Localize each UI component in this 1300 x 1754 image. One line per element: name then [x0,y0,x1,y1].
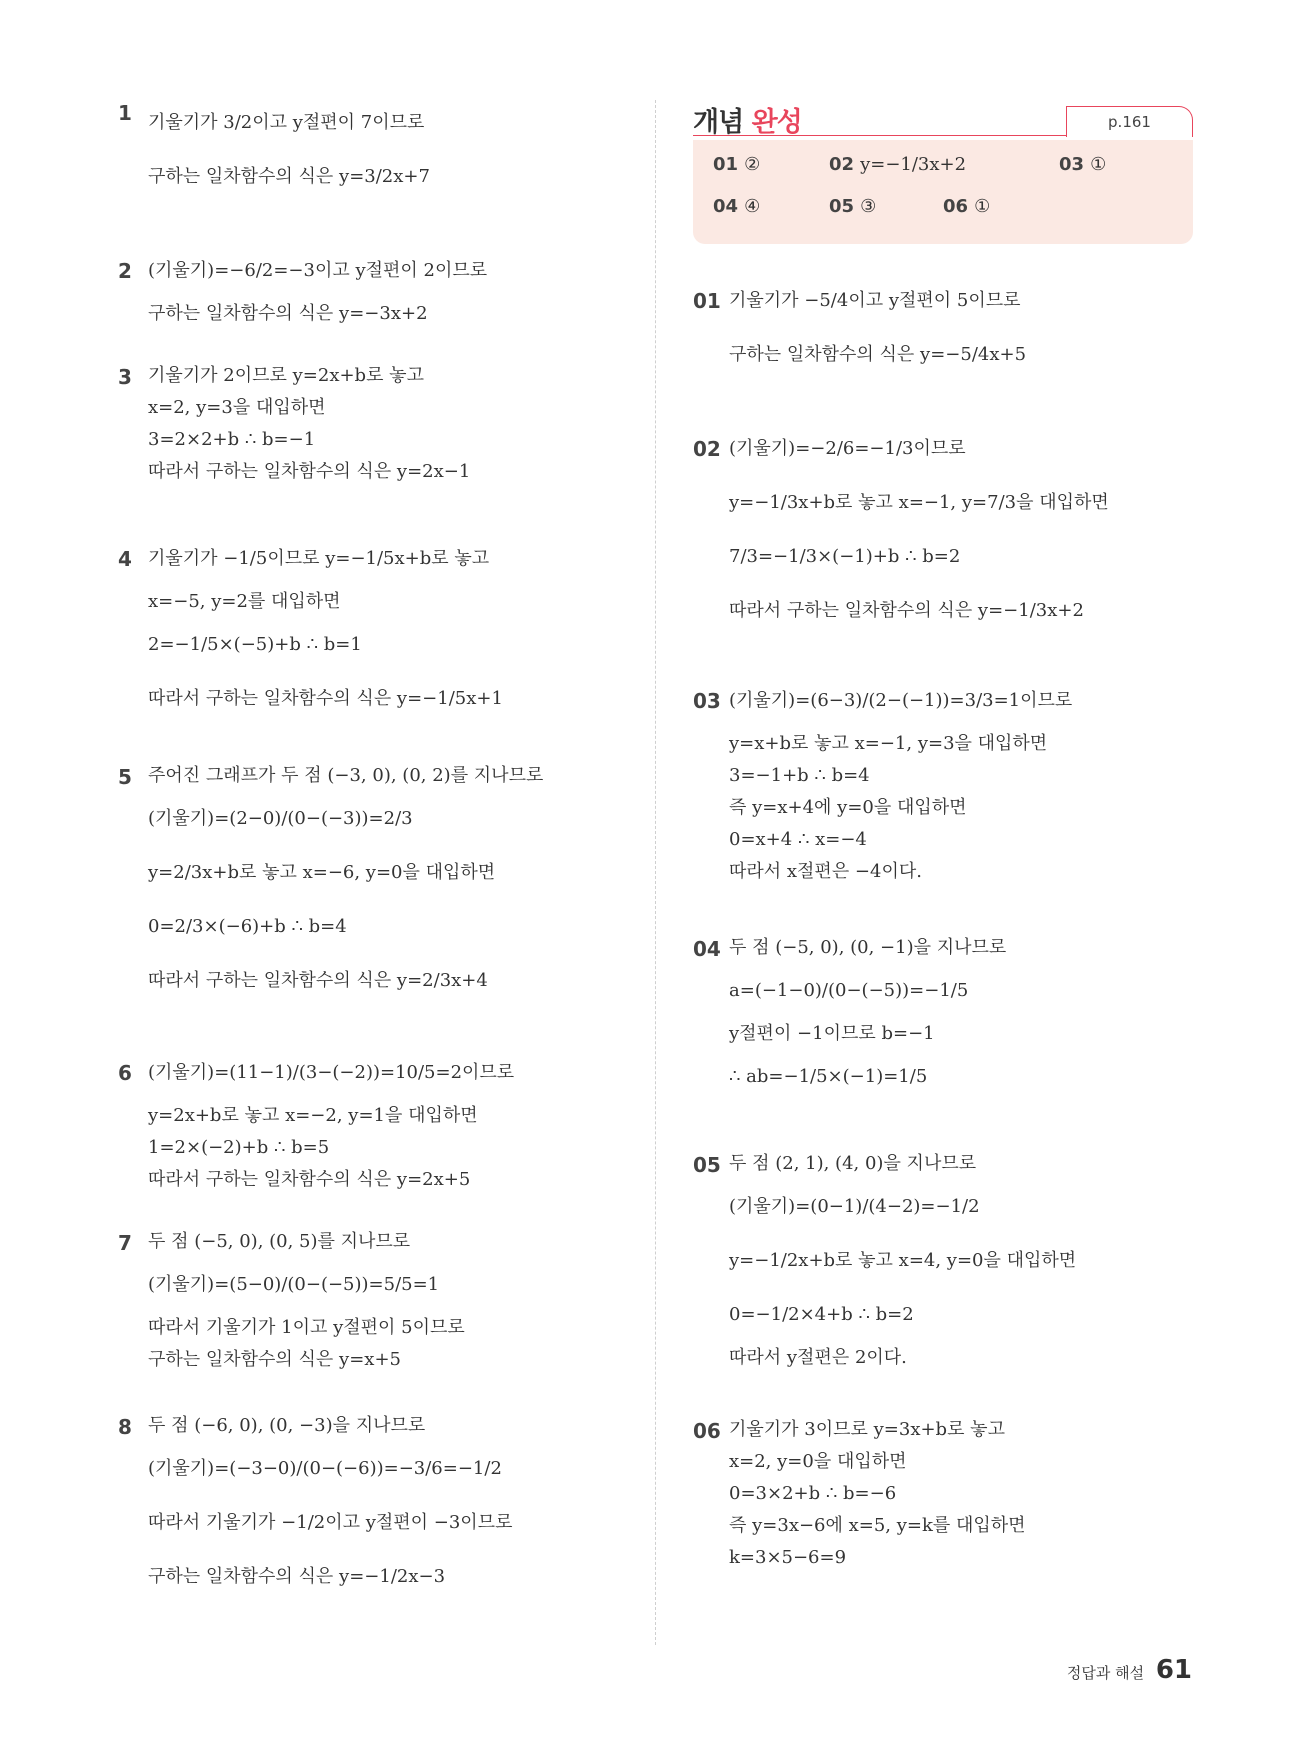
solution-line: y=2/3x+b로 놓고 x=−6, y=0을 대입하면 [148,862,496,883]
answer-value: ① [1090,154,1107,175]
solution-line: k=3×5−6=9 [729,1547,847,1568]
answer-number: 05 [829,196,855,217]
answer-box [693,140,1193,244]
problem-04 [693,932,1193,1104]
solution-line: 1=2×(−2)+b ∴ b=5 [148,1137,330,1158]
solution-line: 따라서 기울기가 1이고 y절편이 5이므로 [148,1317,465,1338]
solution-line: 기울기가 2이므로 y=2x+b로 놓고 [148,365,424,386]
footer-label: 정답과 해설 [1066,1664,1145,1682]
answer-value: ④ [744,196,761,217]
solution-line: y=2x+b로 놓고 x=−2, y=1을 대입하면 [148,1105,478,1126]
problem-number: 6 [118,1061,132,1085]
problem-05 [693,1148,1193,1374]
solution-line: 3=2×2+b ∴ b=−1 [148,429,316,450]
solution-line: 3=−1+b ∴ b=4 [729,765,870,786]
solution-line: 기울기가 −5/4이고 y절편이 5이므로 [729,290,1021,311]
problem-4 [118,532,658,726]
solution-line: 구하는 일차함수의 식은 y=3/2x+7 [148,166,430,187]
solution-line: 두 점 (2, 1), (4, 0)을 지나므로 [729,1153,977,1174]
solution-line: x=2, y=0을 대입하면 [729,1451,907,1472]
left-column [118,96,658,1604]
solution-line: 0=2/3×(−6)+b ∴ b=4 [148,916,347,937]
answer-item [829,154,966,175]
problem-02 [693,422,1193,638]
answer-value: ② [744,154,761,175]
problem-6 [118,1046,658,1196]
solution-line: 따라서 구하는 일차함수의 식은 y=2x−1 [148,461,471,482]
solution-line: 따라서 구하는 일차함수의 식은 y=2x+5 [148,1169,471,1190]
problem-number: 05 [693,1153,721,1177]
section-header [693,96,1193,140]
solution-line: y절편이 −1이므로 b=−1 [729,1023,935,1044]
solution-line: (기울기)=(11−1)/(3−(−2))=10/5=2이므로 [148,1062,515,1083]
answer-number: 06 [943,196,969,217]
right-column [693,96,1193,1574]
problem-number: 03 [693,689,721,713]
answer-value: ① [974,196,991,217]
answer-item [943,196,990,217]
solution-line: 따라서 x절편은 −4이다. [729,861,922,882]
problem-number: 4 [118,547,132,571]
answer-number: 04 [713,196,739,217]
title-part-concept: 개념 [693,107,744,138]
solution-line: (기울기)=−2/6=−1/3이므로 [729,438,966,459]
problem-1 [118,96,658,204]
problem-number: 2 [118,259,132,283]
problem-3 [118,360,658,488]
problem-8 [118,1410,658,1604]
solution-line: 기울기가 3/2이고 y절편이 7이므로 [148,112,425,133]
problem-number: 06 [693,1419,721,1443]
solution-line: (기울기)=(6−3)/(2−(−1))=3/3=1이므로 [729,690,1073,711]
solution-line: 따라서 구하는 일차함수의 식은 y=−1/3x+2 [729,600,1084,621]
problem-number: 7 [118,1231,132,1255]
solution-line: 구하는 일차함수의 식은 y=−1/2x−3 [148,1566,446,1587]
solution-line: 구하는 일차함수의 식은 y=x+5 [148,1349,401,1370]
solution-line: x=2, y=3을 대입하면 [148,397,326,418]
solution-line: 주어진 그래프가 두 점 (−3, 0), (0, 2)를 지나므로 [148,765,544,786]
page-reference-tab: p.161 [1066,106,1193,137]
problem-number: 8 [118,1415,132,1439]
solution-line: (기울기)=(5−0)/(0−(−5))=5/5=1 [148,1274,440,1295]
solution-line: 구하는 일차함수의 식은 y=−3x+2 [148,303,428,324]
problem-2 [118,244,658,330]
page-footer [1067,1655,1192,1685]
problem-5 [118,760,658,1008]
problem-01 [693,274,1193,382]
answer-item [713,196,760,217]
problem-06 [693,1414,1193,1574]
answer-number: 02 [829,154,855,175]
solution-line: (기울기)=(0−1)/(4−2)=−1/2 [729,1196,980,1217]
answer-number: 03 [1059,154,1085,175]
solution-line: 두 점 (−5, 0), (0, −1)을 지나므로 [729,937,1007,958]
solution-line: 기울기가 −1/5이므로 y=−1/5x+b로 놓고 [148,548,490,569]
solution-line: y=−1/3x+b로 놓고 x=−1, y=7/3을 대입하면 [729,492,1109,513]
solution-line: 구하는 일차함수의 식은 y=−5/4x+5 [729,344,1027,365]
answer-value: y=−1/3x+2 [860,154,967,175]
solution-line: x=−5, y=2를 대입하면 [148,591,341,612]
problem-number: 1 [118,101,132,125]
solution-line: 0=−1/2×4+b ∴ b=2 [729,1304,914,1325]
solution-line: y=−1/2x+b로 놓고 x=4, y=0을 대입하면 [729,1250,1077,1271]
problem-number: 02 [693,437,721,461]
answer-number: 01 [713,154,739,175]
solution-line: (기울기)=(−3−0)/(0−(−6))=−3/6=−1/2 [148,1458,502,1479]
solution-line: (기울기)=(2−0)/(0−(−3))=2/3 [148,808,413,829]
page-number: 61 [1155,1655,1192,1685]
solution-line: 기울기가 3이므로 y=3x+b로 놓고 [729,1419,1005,1440]
solution-line: 두 점 (−6, 0), (0, −3)을 지나므로 [148,1415,426,1436]
problem-7 [118,1226,658,1376]
solution-line: 즉 y=3x−6에 x=5, y=k를 대입하면 [729,1515,1026,1536]
solution-line: 두 점 (−5, 0), (0, 5)를 지나므로 [148,1231,411,1252]
solution-line: 따라서 y절편은 2이다. [729,1347,907,1368]
solution-line: 0=x+4 ∴ x=−4 [729,829,867,850]
solution-line: 따라서 기울기가 −1/2이고 y절편이 −3이므로 [148,1512,513,1533]
problem-number: 5 [118,765,132,789]
problem-number: 04 [693,937,721,961]
section-title [693,100,802,139]
answer-item [713,154,760,175]
problem-number: 3 [118,365,132,389]
title-part-complete: 완성 [751,107,802,138]
answer-value: ③ [860,196,877,217]
solution-line: 0=3×2+b ∴ b=−6 [729,1483,897,1504]
problem-03 [693,674,1193,888]
solution-line: 즉 y=x+4에 y=0을 대입하면 [729,797,967,818]
solution-line: y=x+b로 놓고 x=−1, y=3을 대입하면 [729,733,1048,754]
solution-line: 7/3=−1/3×(−1)+b ∴ b=2 [729,546,961,567]
solution-line: 따라서 구하는 일차함수의 식은 y=−1/5x+1 [148,688,503,709]
solution-line: a=(−1−0)/(0−(−5))=−1/5 [729,980,969,1001]
solution-line: 따라서 구하는 일차함수의 식은 y=2/3x+4 [148,970,488,991]
solution-line: ∴ ab=−1/5×(−1)=1/5 [729,1066,928,1087]
answer-item [829,196,876,217]
solution-line: (기울기)=−6/2=−3이고 y절편이 2이므로 [148,260,488,281]
answer-item [1059,154,1106,175]
problem-number: 01 [693,289,721,313]
solution-line: 2=−1/5×(−5)+b ∴ b=1 [148,634,362,655]
